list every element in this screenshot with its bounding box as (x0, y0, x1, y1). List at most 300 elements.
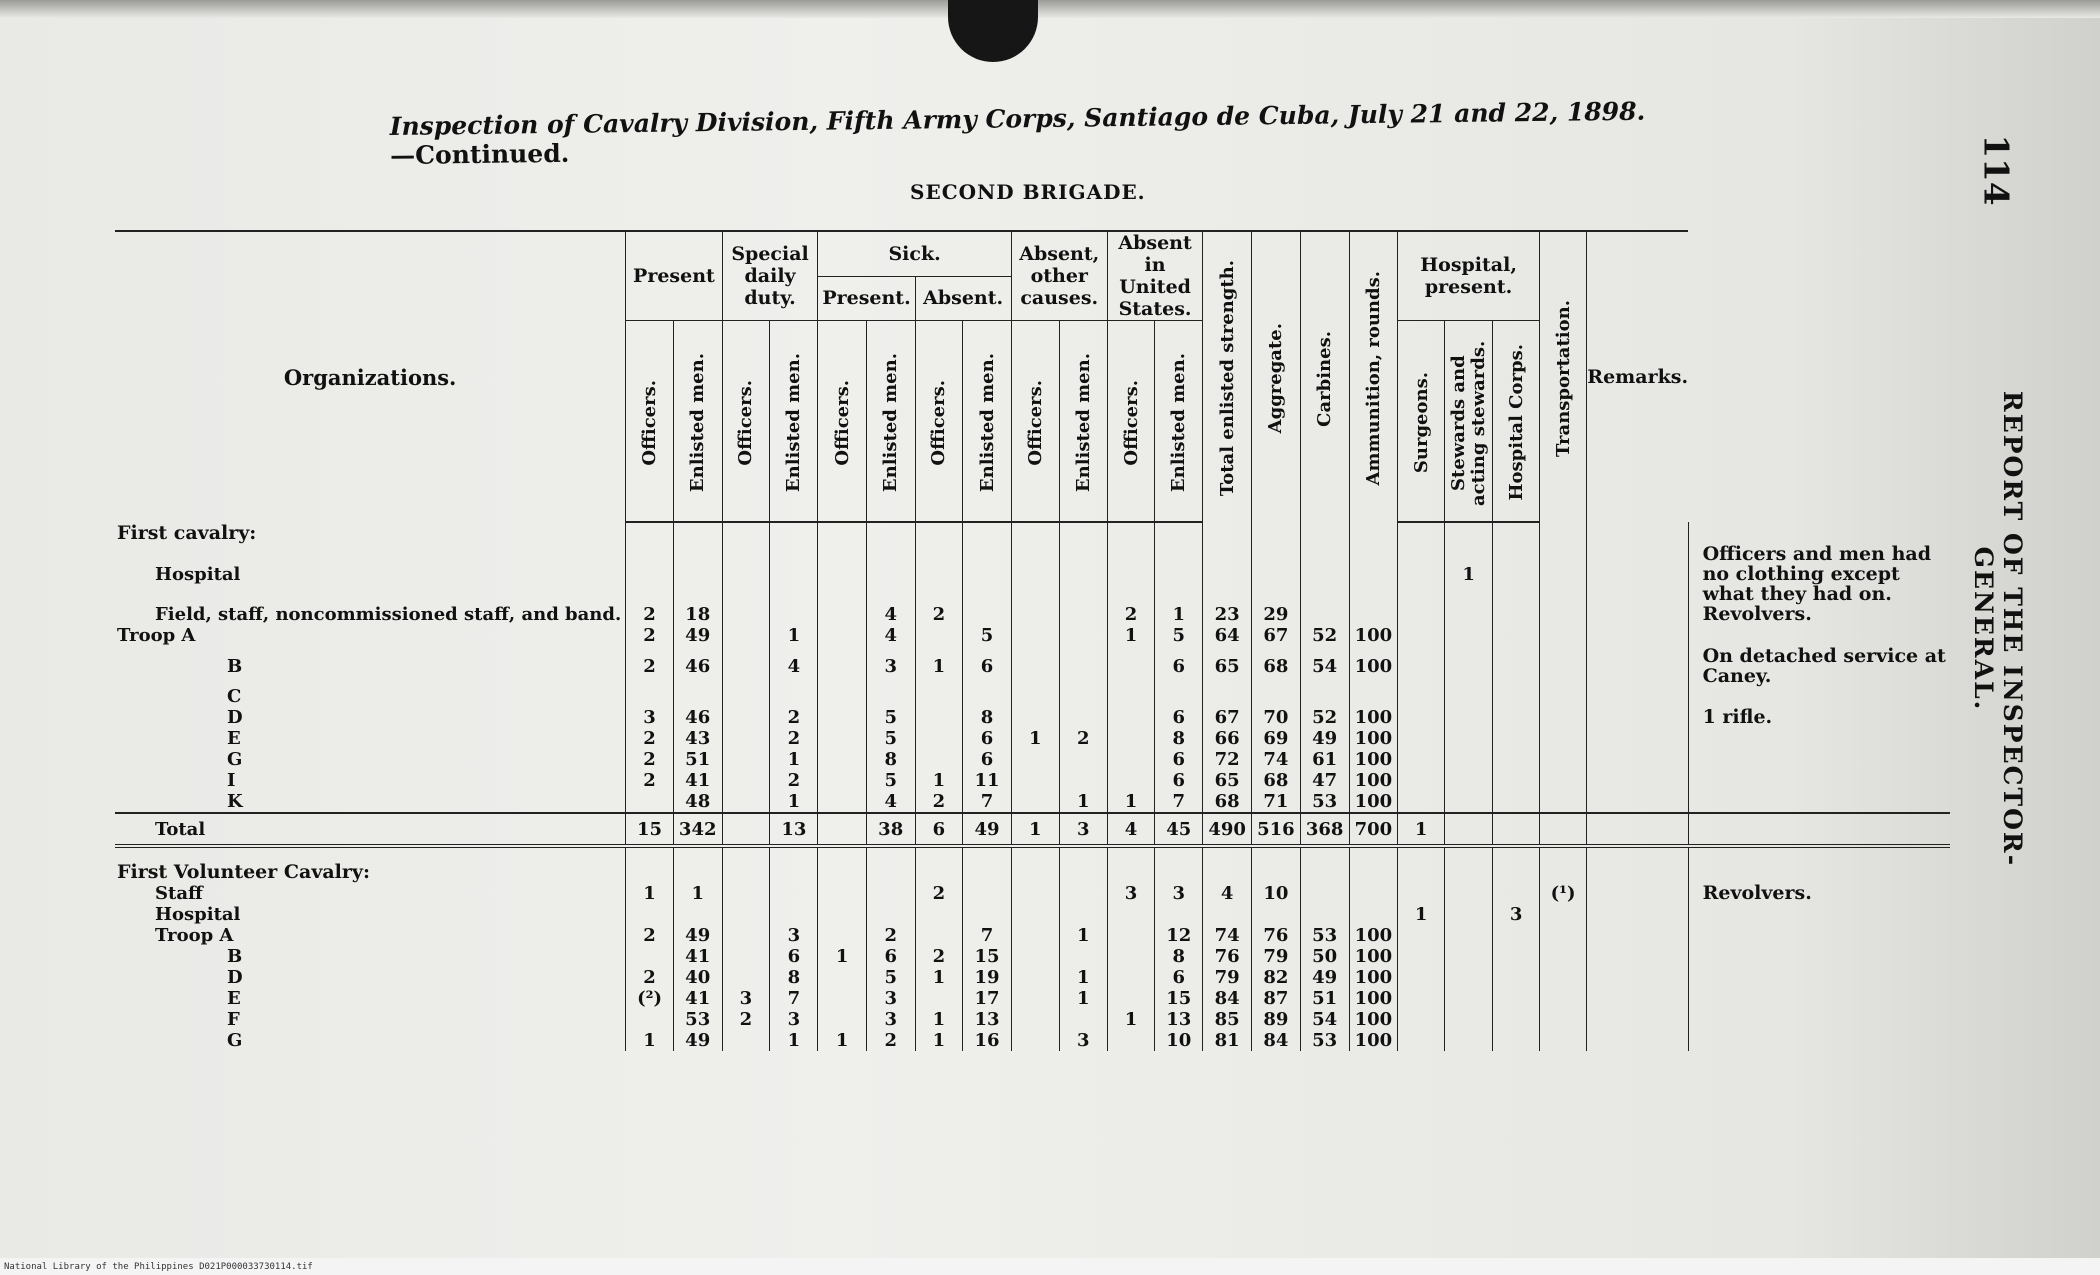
value-cell: 3 (626, 707, 674, 728)
remarks-cell (1688, 988, 1950, 1009)
value-cell (673, 686, 722, 707)
value-cell (673, 904, 722, 925)
remarks-cell (1688, 813, 1950, 846)
value-cell (1539, 925, 1586, 946)
value-cell (1587, 1030, 1688, 1051)
value-cell (1059, 770, 1107, 791)
value-cell: 2 (770, 728, 818, 749)
value-cell: 40 (673, 967, 722, 988)
value-cell: 13 (1155, 1009, 1203, 1030)
value-cell (1539, 1030, 1586, 1051)
value-cell (818, 728, 866, 749)
remarks-line: 1 rifle. (1702, 706, 1773, 728)
value-cell (915, 625, 963, 646)
table-row (115, 883, 1950, 904)
value-cell: 516 (1252, 813, 1301, 846)
value-cell (915, 846, 963, 862)
value-cell: 74 (1252, 749, 1301, 770)
value-cell (1349, 904, 1398, 925)
value-cell (915, 904, 963, 925)
value-cell: 48 (673, 791, 722, 813)
value-cell: 6 (1155, 646, 1203, 686)
value-cell (1539, 770, 1586, 791)
inspection-table (115, 230, 1950, 1051)
table-row (115, 544, 1950, 604)
value-cell (1539, 522, 1586, 544)
value-cell: 87 (1252, 988, 1301, 1009)
remarks-line: what they had on. (1702, 583, 1892, 605)
value-cell (1252, 862, 1301, 883)
value-cell: 1 (818, 946, 866, 967)
value-cell (1444, 728, 1492, 749)
title-text: Inspection of Cavalry Division, Fifth Army Corps, Santiago de Cuba, July 21 and 22, 1898. (389, 96, 1646, 141)
value-cell (1398, 988, 1445, 1009)
value-cell (1493, 686, 1540, 707)
value-cell: 1 (915, 967, 963, 988)
value-cell (1059, 1009, 1107, 1030)
value-cell (1587, 522, 1688, 544)
value-cell (1493, 862, 1540, 883)
value-cell: 100 (1349, 770, 1398, 791)
value-cell (1444, 846, 1492, 862)
organization-cell: D (227, 707, 243, 728)
value-cell (1300, 862, 1349, 883)
value-cell: 1 (1444, 544, 1492, 604)
value-cell (1011, 544, 1059, 604)
value-cell (963, 522, 1011, 544)
value-cell (770, 862, 818, 883)
table-row (115, 904, 1950, 925)
value-cell: 74 (1203, 925, 1252, 946)
value-cell (1587, 904, 1688, 925)
organization-cell: B (227, 655, 243, 677)
value-cell (1252, 522, 1301, 544)
value-cell: 43 (673, 728, 722, 749)
value-cell: 1 (626, 883, 674, 904)
value-cell: 1 (818, 1030, 866, 1051)
value-cell (1587, 707, 1688, 728)
remarks-cell (1688, 625, 1950, 646)
value-cell (1107, 749, 1154, 770)
value-cell: 3 (1155, 883, 1203, 904)
value-cell (1349, 883, 1398, 904)
value-cell (1107, 946, 1154, 967)
value-cell (1539, 988, 1586, 1009)
value-cell (1398, 967, 1445, 988)
running-side-title: REPORT OF THE INSPECTOR-GENERAL. (1969, 390, 2027, 868)
value-cell: 342 (673, 813, 722, 846)
organization-cell: K (227, 791, 243, 812)
value-cell: 1 (1059, 988, 1107, 1009)
value-cell (1539, 791, 1586, 813)
value-cell (1398, 862, 1445, 883)
value-cell: 1 (1107, 1009, 1154, 1030)
value-cell (626, 686, 674, 707)
sick-absent-officers-header: Officers. (915, 321, 963, 523)
value-cell (1398, 646, 1445, 686)
value-cell (722, 544, 770, 604)
organization-cell: G (227, 1030, 243, 1051)
value-cell (818, 883, 866, 904)
ammunition-header: Ammunition, rounds. (1349, 231, 1398, 522)
value-cell (1011, 862, 1059, 883)
value-cell: 1 (1107, 625, 1154, 646)
value-cell (915, 749, 963, 770)
value-cell: 6 (1155, 707, 1203, 728)
value-cell: 100 (1349, 925, 1398, 946)
total-enlisted-header: Total enlisted strength. (1203, 231, 1252, 522)
value-cell (818, 749, 866, 770)
value-cell: 7 (1155, 791, 1203, 813)
value-cell: 100 (1349, 967, 1398, 988)
sick-absent-header: Absent. (915, 276, 1011, 320)
table-row (115, 604, 1950, 625)
value-cell: 65 (1203, 646, 1252, 686)
value-cell (1203, 544, 1252, 604)
organization-cell: D (227, 967, 243, 988)
value-cell (818, 646, 866, 686)
value-cell (1398, 925, 1445, 946)
value-cell (1539, 946, 1586, 967)
value-cell: 12 (1155, 925, 1203, 946)
value-cell (1493, 770, 1540, 791)
value-cell (1155, 846, 1203, 862)
value-cell (1300, 604, 1349, 625)
value-cell (1587, 646, 1688, 686)
value-cell (626, 544, 674, 604)
value-cell (1493, 1030, 1540, 1051)
value-cell: 46 (673, 646, 722, 686)
value-cell: 82 (1252, 967, 1301, 988)
remarks-cell (1688, 544, 1950, 604)
value-cell (1398, 686, 1445, 707)
value-cell (1059, 904, 1107, 925)
value-cell (1398, 625, 1445, 646)
value-cell (866, 904, 915, 925)
value-cell (1011, 791, 1059, 813)
remarks-cell (1688, 1009, 1950, 1030)
organization-cell: Troop A (155, 925, 234, 946)
value-cell: 71 (1252, 791, 1301, 813)
value-cell: 53 (1300, 791, 1349, 813)
value-cell: 4 (866, 604, 915, 625)
table-row (115, 646, 1950, 686)
value-cell (1059, 686, 1107, 707)
value-cell (1587, 625, 1688, 646)
value-cell (722, 946, 770, 967)
value-cell (1493, 988, 1540, 1009)
special-duty-header: Special daily duty. (722, 231, 818, 321)
value-cell (1252, 846, 1301, 862)
value-cell: 100 (1349, 728, 1398, 749)
organization-cell: Field, staff, noncommissioned staff, and band. (155, 604, 622, 625)
table-row (115, 967, 1950, 988)
value-cell (1444, 686, 1492, 707)
value-cell: 13 (963, 1009, 1011, 1030)
remarks-cell (1688, 791, 1950, 813)
value-cell (1300, 686, 1349, 707)
value-cell (1493, 883, 1540, 904)
remarks-cell (1688, 686, 1950, 707)
surgeons-header: Surgeons. (1398, 321, 1445, 523)
value-cell (1203, 522, 1252, 544)
value-cell (1587, 544, 1688, 604)
value-cell (915, 925, 963, 946)
value-cell: 84 (1252, 1030, 1301, 1051)
value-cell: 5 (866, 728, 915, 749)
table-row (115, 625, 1950, 646)
remarks-cell (1688, 862, 1950, 883)
value-cell: 100 (1349, 791, 1398, 813)
value-cell (1398, 883, 1445, 904)
value-cell: 1 (1011, 728, 1059, 749)
remarks-line: Revolvers. (1702, 882, 1812, 904)
value-cell: 100 (1349, 707, 1398, 728)
value-cell (722, 925, 770, 946)
value-cell (1587, 967, 1688, 988)
value-cell: 15 (963, 946, 1011, 967)
value-cell (626, 791, 674, 813)
remarks-cell (1688, 967, 1950, 988)
value-cell: 6 (1155, 770, 1203, 791)
value-cell: 3 (1493, 904, 1540, 925)
value-cell (915, 862, 963, 883)
value-cell (818, 925, 866, 946)
value-cell: 6 (963, 749, 1011, 770)
value-cell: 1 (1011, 813, 1059, 846)
value-cell: 1 (1059, 791, 1107, 813)
value-cell (1300, 883, 1349, 904)
value-cell: 10 (1155, 1030, 1203, 1051)
remarks-cell (1688, 925, 1950, 946)
value-cell (770, 846, 818, 862)
value-cell: 8 (770, 967, 818, 988)
value-cell: 3 (866, 988, 915, 1009)
sick-present-header: Present. (818, 276, 915, 320)
value-cell (1444, 749, 1492, 770)
title-continued: —Continued. (390, 138, 570, 170)
value-cell (1587, 749, 1688, 770)
value-cell: 41 (673, 988, 722, 1009)
value-cell (1539, 625, 1586, 646)
value-cell (1539, 967, 1586, 988)
value-cell (1493, 925, 1540, 946)
value-cell (1011, 988, 1059, 1009)
value-cell (1539, 707, 1586, 728)
value-cell (1539, 862, 1586, 883)
value-cell (1107, 988, 1154, 1009)
value-cell (1155, 904, 1203, 925)
table-row (115, 925, 1950, 946)
value-cell: 41 (673, 770, 722, 791)
value-cell (818, 791, 866, 813)
value-cell (963, 904, 1011, 925)
value-cell: 100 (1349, 1009, 1398, 1030)
value-cell: (²) (626, 988, 674, 1009)
value-cell (1587, 728, 1688, 749)
value-cell: 67 (1203, 707, 1252, 728)
absent-us-officers-header: Officers. (1107, 321, 1154, 523)
value-cell (1398, 1030, 1445, 1051)
value-cell: 6 (866, 946, 915, 967)
transportation-header: Transportation. (1539, 231, 1586, 522)
value-cell (722, 883, 770, 904)
value-cell: 76 (1252, 925, 1301, 946)
value-cell (1107, 544, 1154, 604)
value-cell: 1 (770, 625, 818, 646)
value-cell (963, 862, 1011, 883)
remarks-cell (1688, 946, 1950, 967)
value-cell: 3 (722, 988, 770, 1009)
remarks-line: Revolvers. (1702, 603, 1812, 625)
value-cell (963, 883, 1011, 904)
brigade-subtitle: SECOND BRIGADE. (910, 180, 1146, 204)
value-cell: 2 (722, 1009, 770, 1030)
sick-absent-enlisted-header: Enlisted men. (963, 321, 1011, 523)
value-cell: 1 (770, 1030, 818, 1051)
value-cell (770, 544, 818, 604)
value-cell (1349, 604, 1398, 625)
table-row (115, 749, 1950, 770)
value-cell: 1 (915, 1009, 963, 1030)
value-cell: 10 (1252, 883, 1301, 904)
value-cell (1252, 544, 1301, 604)
value-cell: 81 (1203, 1030, 1252, 1051)
value-cell: 4 (770, 646, 818, 686)
value-cell (1252, 686, 1301, 707)
value-cell: 69 (1252, 728, 1301, 749)
value-cell: 13 (770, 813, 818, 846)
value-cell: 16 (963, 1030, 1011, 1051)
carbines-header: Carbines. (1300, 231, 1349, 522)
value-cell: 11 (963, 770, 1011, 791)
value-cell (1587, 791, 1688, 813)
table-row (115, 686, 1950, 707)
value-cell (1444, 1009, 1492, 1030)
value-cell: 49 (673, 925, 722, 946)
value-cell (1444, 604, 1492, 625)
value-cell (915, 707, 963, 728)
value-cell (722, 749, 770, 770)
value-cell: 29 (1252, 604, 1301, 625)
value-cell (1011, 946, 1059, 967)
value-cell: 68 (1252, 770, 1301, 791)
value-cell (1539, 544, 1586, 604)
value-cell: 4 (1107, 813, 1154, 846)
organization-cell: First Volunteer Cavalry: (117, 861, 370, 883)
value-cell (1587, 770, 1688, 791)
value-cell (866, 522, 915, 544)
value-cell: 2 (626, 967, 674, 988)
value-cell: 76 (1203, 946, 1252, 967)
organization-cell: First cavalry: (117, 521, 257, 544)
value-cell (1300, 904, 1349, 925)
value-cell (722, 604, 770, 625)
value-cell: 41 (673, 946, 722, 967)
value-cell (770, 604, 818, 625)
value-cell (722, 967, 770, 988)
value-cell: 8 (1155, 728, 1203, 749)
value-cell (1398, 791, 1445, 813)
organization-cell: I (227, 770, 236, 791)
value-cell (1587, 686, 1688, 707)
value-cell: 70 (1252, 707, 1301, 728)
value-cell: 49 (1300, 728, 1349, 749)
value-cell (1059, 604, 1107, 625)
value-cell (1493, 1009, 1540, 1030)
value-cell (1398, 728, 1445, 749)
value-cell (770, 883, 818, 904)
remarks-cell (1688, 749, 1950, 770)
value-cell (1587, 813, 1688, 846)
value-cell: 61 (1300, 749, 1349, 770)
page-number: 114 (1975, 134, 2016, 206)
value-cell: 47 (1300, 770, 1349, 791)
value-cell (1444, 883, 1492, 904)
value-cell (1155, 522, 1203, 544)
value-cell (1444, 522, 1492, 544)
value-cell (1107, 770, 1154, 791)
spacer-row (115, 846, 1950, 862)
value-cell: 5 (1155, 625, 1203, 646)
value-cell (1539, 728, 1586, 749)
value-cell: 1 (1398, 813, 1445, 846)
value-cell (1398, 946, 1445, 967)
sick-present-officers-header: Officers. (818, 321, 866, 523)
hospital-corps-header: Hospital Corps. (1493, 321, 1540, 523)
value-cell (1011, 1030, 1059, 1051)
remarks-cell (1688, 1030, 1950, 1051)
remarks-line: On detached service at (1702, 645, 1946, 667)
value-cell: 51 (673, 749, 722, 770)
value-cell (1493, 813, 1540, 846)
value-cell: 7 (963, 925, 1011, 946)
value-cell (1587, 925, 1688, 946)
value-cell (1539, 813, 1586, 846)
remarks-cell (1688, 728, 1950, 749)
value-cell: 54 (1300, 646, 1349, 686)
value-cell (722, 791, 770, 813)
value-cell: (¹) (1539, 883, 1586, 904)
value-cell (818, 770, 866, 791)
value-cell (1539, 904, 1586, 925)
value-cell: 1 (1059, 925, 1107, 946)
value-cell: 5 (866, 967, 915, 988)
value-cell (1493, 522, 1540, 544)
organizations-header: Organizations. (115, 231, 626, 522)
value-cell (963, 846, 1011, 862)
value-cell (1444, 791, 1492, 813)
value-cell: 490 (1203, 813, 1252, 846)
value-cell: 6 (915, 813, 963, 846)
remarks-header: Remarks. (1587, 231, 1688, 522)
value-cell (1349, 522, 1398, 544)
value-cell (1107, 522, 1154, 544)
value-cell: 1 (1059, 967, 1107, 988)
value-cell (1349, 686, 1398, 707)
remarks-cell (1688, 770, 1950, 791)
value-cell: 8 (866, 749, 915, 770)
value-cell (1011, 707, 1059, 728)
value-cell: 2 (626, 604, 674, 625)
value-cell (1011, 904, 1059, 925)
value-cell: 79 (1252, 946, 1301, 967)
value-cell: 2 (915, 946, 963, 967)
value-cell (673, 846, 722, 862)
value-cell: 7 (963, 791, 1011, 813)
value-cell (722, 707, 770, 728)
value-cell: 51 (1300, 988, 1349, 1009)
